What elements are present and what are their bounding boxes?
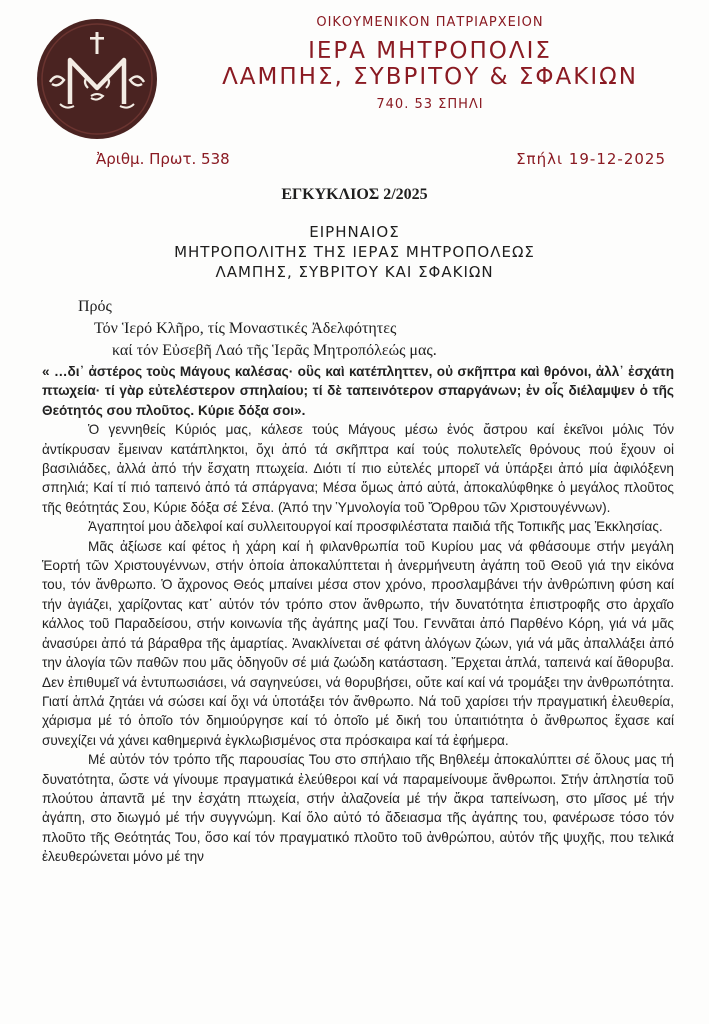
encyclical-title: ΕΓΚΥΚΛΙΟΣ 2/2025 [281,186,428,203]
addressee-to: Πρός [78,298,112,315]
metropolis-address: 740. 53 ΣΠΗΛΙ [376,97,484,112]
addressee-line1: Τόν Ἱερό Κλῆρο, τίς Μοναστικές Ἀδελφότητες [94,320,397,337]
body-paragraph-3: Μᾶς ἀξίωσε καί φέτος ἡ χάρη καί ἡ φιλανθρωπία τοῦ Κυρίου μας νά φθάσουμε στήν μεγάλη Ἑορτή τῶν Χριστουγέννων, στήν ὁποία ἀποκαλύπτεται ἡ ἀνερμήνευτη ἀγάπη τοῦ Θεοῦ γιά την εἰκόνα του, τόν ἄνθρωπο. Ὁ ἄχρονος Θεός μπαίνει μέσα στον χρόνο, προσλαμβάνει τήν ἀνθρώπινη φύση καί τήν ἁγιάζει, χαρίζοντας κατ᾽ αὐτόν τόν τρόπο στον ἄνθρωπο, τήν δυνατότητα ἐπιστροφῆς στο ἀρχαῖο κάλλος τοῦ Παραδείσου, στήν κοινωνία τῆς ἀγάπης μαζί Του. Γεννᾶται ἀπό Παρθένο Κόρη, γιά νά μᾶς ἀνασύρει ἀπό τά βάραθρα τῆς ἁμαρτίας. Ἀνακλίνεται σέ φάτνη ἀλόγων ζώων, γιά νά μᾶς ἀπαλλάξει ἀπό την ἀλογία τῶν παθῶν που μᾶς ὁδηγοῦν σέ μιά ζωώδη κατάσταση. Ἔρχεται ἁπλά, ταπεινά καί ἄθορυβα. Δεν ἐπιθυμεῖ νά ἐντυπωσιάσει, νά σαγηνεύσει, νά θορυβήσει, οὔτε καί καί νά τρομάξει την ἀνθρωπότητα. Γιατί ἁπλά ζητάει νά σώσει καί ὄχι νά ὑποτάξει τόν ἄνθρωπο. Νά τοῦ χαρίσει τήν πραγματική ἐλευθερία, χάρισμα μέ τό ὁποῖο τόν δημιούργησε καί τό ὁποῖο μέ δική του ὑπαιτιότητα ὁ ἄνθρωπος ἔχασε καί συνεχίζει νά χάνει καθημερινά ἐγκλωβισμένος στα πρόσκαιρα καί τά ἐφήμερα. [42,538,674,748]
place-date: Σπήλι 19-12-2025 [516,150,666,168]
signatory-block [0,222,709,282]
hymn-quote: « …δι᾽ ἀστέρος τοὺς Μάγους καλέσας· οὓς καὶ κατέπληττεν, οὐ σκῆπτρα καὶ θρόνοι, ἀλλ᾽ ἐσχάτη πτωχεία· τί γὰρ εὐτελέστερον σπηλαίου; τί δὲ ταπεινότερον σπαργάνων; ἐν οἷς διέλαμψεν ὁ τῆς Θεότητός σου πλοῦτος. Κύριε δόξα σοι». [42,364,674,418]
letterhead [200,14,660,114]
signatory-office-line2: ΛΑΜΠΗΣ, ΣΥΒΡΙΤΟΥ ΚΑΙ ΣΦΑΚΙΩΝ [215,263,494,281]
addressees [78,296,678,362]
protocol-number: Ἀριθμ. Πρωτ. 538 [96,150,230,168]
metropolis-seal-icon [36,18,158,140]
body-paragraph-2: Ἀγαπητοί μου ἀδελφοί καί συλλειτουργοί καί προσφιλέστατα παιδιά τῆς Τοπικῆς μας Ἐκκλησίας. [88,519,663,535]
addressee-line2: καί τόν Εὐσεβῆ Λαό τῆς Ἱερᾶς Μητροπόλεώς μας. [112,342,437,359]
metropolis-name-line1: ΙΕΡΑ ΜΗΤΡΟΠΟΛΙΣ [308,38,552,64]
patriarchate-name: ΟΙΚΟΥΜΕΝΙΚΟΝ ΠΑΤΡΙΑΡΧΕΙΟΝ [316,15,544,30]
signatory-name: ΕΙΡΗΝΑΙΟΣ [309,223,400,241]
signatory-office-line1: ΜΗΤΡΟΠΟΛΙΤΗΣ ΤΗΣ ΙΕΡΑΣ ΜΗΤΡΟΠΟΛΕΩΣ [174,243,535,261]
metropolis-name-line2: ΛΑΜΠΗΣ, ΣΥΒΡΙΤΟΥ & ΣΦΑΚΙΩΝ [222,64,638,90]
letter-body [42,362,674,867]
body-paragraph-1: Ὁ γεννηθείς Κύριός μας, κάλεσε τούς Μάγους μέσω ἑνός ἄστρου καί ἐκεῖνοι μόλις Τόν ἀντίκρυσαν ἔμειναν κατάπληκτοι, ὄχι ἀπό τά σκῆπτρα καί τούς πολυτελεῖς θρόνους πού ἔχουν οἱ βασιλιάδες, ἀλλά ἀπό τήν ἔσχατη πτωχεία. Διότι τί πιο εὐτελές μπορεῖ νά ὑπάρξει ἀπό μία ἀφιλόξενη σπηλιά; Καί τί πιό ταπεινό ἀπό τά σπάργανα; Μέσα ὅμως ἀπό αὐτά, ἀποκαλύφθηκε ὁ μεγάλος πλοῦτος τῆς θεότητάς Σου, Κύριε δόξα σέ Σένα. (Ἀπό την Ὑμνολογία τοῦ Ὄρθρου τῶν Χριστουγέννων). [42,422,674,515]
body-paragraph-4: Μέ αὐτόν τόν τρόπο τῆς παρουσίας Του στο σπήλαιο τῆς Βηθλεέμ ἀποκαλύπτει σέ ὅλους μας τή δυνατότητα, ὥστε νά γίνουμε πραγματικά ἐλεύθεροι καί νά παραμείνουμε ἄνθρωποι. Στήν ἀπληστία τοῦ πλούτου ἀπαντᾶ μέ την ἐσχάτη πτωχεία, στήν ἀλαζονεία μέ τήν ἄκρα ταπείνωση, στο μῖσος μέ τήν ἀγάπη, στο διωγμό μέ τήν συγγνώμη. Καί ὅλο αὐτό τό ἄδειασμα τῆς ἀγάπης του, φανέρωσε τόσο τόν πλοῦτο τῆς Θεότητάς Του, ὅσο καί τόν πραγματικό πλοῦτο τοῦ ἀνθρώπου, αὐτόν τῆς ψυχῆς, που τελικά ἐλευθερώνεται μόνο μέ την [42,752,674,865]
